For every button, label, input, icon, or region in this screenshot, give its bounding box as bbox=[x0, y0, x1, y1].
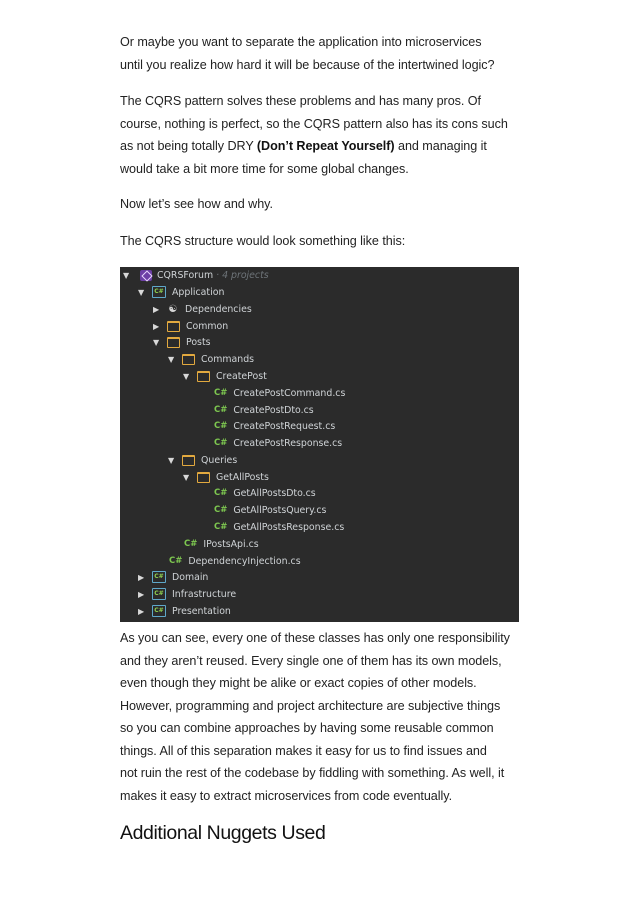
csharp-file-icon: C# bbox=[214, 522, 228, 532]
tree-row-file bbox=[120, 402, 314, 418]
tree-label: CreatePostResponse.cs bbox=[233, 437, 343, 449]
csharp-file-icon: C# bbox=[214, 438, 228, 448]
collapse-arrow-icon bbox=[138, 590, 147, 599]
tree-row-common bbox=[120, 318, 228, 334]
collapse-arrow-icon bbox=[153, 322, 162, 331]
folder-icon bbox=[167, 337, 180, 348]
folder-icon bbox=[182, 455, 195, 466]
tree-label: IPostsApi.cs bbox=[203, 538, 259, 550]
tree-label: GetAllPostsQuery.cs bbox=[233, 504, 327, 516]
tree-label: CreatePostCommand.cs bbox=[233, 387, 346, 399]
section-heading: Additional Nuggets Used bbox=[120, 822, 326, 844]
tree-row-file bbox=[120, 485, 316, 501]
csharp-file-icon: C# bbox=[214, 388, 228, 398]
text-line: so you can combine approaches by having some reusable common bbox=[120, 721, 494, 735]
text-line: and they aren’t reused. Every single one of them has its own models, bbox=[120, 653, 502, 668]
solution-meta: · 4 projects bbox=[216, 269, 269, 281]
text-line: makes it easy to extract microservices from code eventually. bbox=[120, 788, 453, 803]
tree-label: CreatePostDto.cs bbox=[233, 404, 314, 416]
dependencies-icon: ☯ bbox=[168, 303, 178, 315]
tree-label: GetAllPostsResponse.cs bbox=[233, 521, 345, 533]
dry-bold-text: (Don’t Repeat Yourself) bbox=[256, 139, 395, 153]
text-line: would take a bit more time for some global changes. bbox=[120, 161, 409, 176]
folder-icon bbox=[167, 321, 180, 332]
csproj-icon: C# bbox=[152, 571, 166, 583]
expand-arrow-icon bbox=[168, 456, 177, 465]
tree-label: Common bbox=[186, 320, 229, 332]
tree-row-application bbox=[120, 284, 224, 300]
text-line: as not being totally DRY bbox=[120, 139, 257, 153]
text-line: The CQRS pattern solves these problems and has many pros. Of bbox=[120, 94, 481, 108]
tree-label: CreatePost bbox=[216, 370, 267, 382]
paragraph-structure-intro bbox=[120, 230, 525, 253]
paragraph-how-why bbox=[120, 193, 525, 216]
text-line: and managing it bbox=[394, 139, 487, 153]
tree-row-posts bbox=[120, 334, 211, 350]
tree-row-presentation bbox=[120, 603, 231, 619]
tree-row-createpost bbox=[120, 368, 267, 384]
tree-row-file bbox=[120, 385, 345, 401]
text-line: not ruin the rest of the codebase by fiddling with something. As well, it bbox=[120, 766, 505, 780]
csharp-file-icon: C# bbox=[169, 556, 183, 566]
expand-arrow-icon bbox=[153, 338, 162, 347]
csproj-icon: C# bbox=[152, 588, 166, 600]
text-line: Now let’s see how and why. bbox=[120, 197, 273, 211]
solution-name: CQRSForum bbox=[157, 269, 214, 281]
tree-row-commands bbox=[120, 351, 254, 367]
folder-icon bbox=[197, 371, 210, 382]
tree-row-domain bbox=[120, 569, 208, 585]
tree-row-queries bbox=[120, 452, 237, 468]
tree-label: Application bbox=[172, 286, 225, 298]
tree-row-file bbox=[120, 435, 342, 451]
collapse-arrow-icon bbox=[153, 305, 162, 314]
text-line: However, programming and project architecture are subjective things bbox=[120, 698, 501, 713]
tree-label: Infrastructure bbox=[172, 588, 237, 600]
csharp-file-icon: C# bbox=[214, 488, 228, 498]
text-line: Or maybe you want to separate the application into microservices bbox=[120, 35, 482, 49]
csharp-file-icon: C# bbox=[214, 405, 228, 415]
tree-label: Posts bbox=[186, 336, 211, 348]
expand-arrow-icon bbox=[138, 288, 147, 297]
csproj-icon: C# bbox=[152, 605, 166, 617]
expand-arrow-icon bbox=[183, 372, 192, 381]
collapse-arrow-icon bbox=[138, 607, 147, 616]
tree-row-file bbox=[120, 519, 344, 535]
tree-row-infrastructure bbox=[120, 586, 236, 602]
tree-row-getallposts bbox=[120, 469, 269, 485]
text-line: course, nothing is perfect, so the CQRS pattern also has its cons such bbox=[120, 116, 508, 131]
paragraph-responsibility bbox=[120, 627, 525, 807]
folder-icon bbox=[197, 472, 210, 483]
tree-row-file bbox=[120, 502, 326, 518]
tree-label: CreatePostRequest.cs bbox=[233, 420, 336, 432]
paragraph-microservices bbox=[120, 31, 525, 76]
tree-label: Domain bbox=[172, 571, 209, 583]
collapse-arrow-icon bbox=[138, 573, 147, 582]
tree-label: Presentation bbox=[172, 605, 231, 617]
solution-explorer-screenshot bbox=[120, 267, 519, 622]
folder-icon bbox=[182, 354, 195, 365]
tree-row-file bbox=[120, 536, 259, 552]
csproj-icon: C# bbox=[152, 286, 166, 298]
tree-label: DependencyInjection.cs bbox=[188, 555, 301, 567]
text-line: until you realize how hard it will be because of the intertwined logic? bbox=[120, 57, 495, 72]
csharp-file-icon: C# bbox=[214, 421, 228, 431]
tree-label: GetAllPosts bbox=[216, 471, 269, 483]
text-line: even though they might be alike or exact copies of other models. bbox=[120, 676, 477, 690]
tree-label: Queries bbox=[201, 454, 238, 466]
tree-label: GetAllPostsDto.cs bbox=[233, 487, 316, 499]
tree-label: Commands bbox=[201, 353, 255, 365]
csharp-file-icon: C# bbox=[184, 539, 198, 549]
expand-arrow-icon bbox=[183, 473, 192, 482]
tree-row-dependencies bbox=[120, 301, 252, 317]
tree-row-solution bbox=[120, 267, 269, 283]
solution-icon bbox=[140, 270, 152, 281]
paragraph-cqrs-pros bbox=[120, 90, 525, 180]
text-line: things. All of this separation makes it easy for us to find issues and bbox=[120, 743, 487, 758]
expand-arrow-icon bbox=[168, 355, 177, 364]
tree-row-file bbox=[120, 553, 301, 569]
text-line: As you can see, every one of these classes has only one responsibility bbox=[120, 631, 510, 645]
tree-label: Dependencies bbox=[185, 303, 252, 315]
tree-row-file bbox=[120, 418, 335, 434]
expand-arrow-icon bbox=[123, 271, 132, 280]
text-line: The CQRS structure would look something like this: bbox=[120, 234, 406, 248]
csharp-file-icon: C# bbox=[214, 505, 228, 515]
